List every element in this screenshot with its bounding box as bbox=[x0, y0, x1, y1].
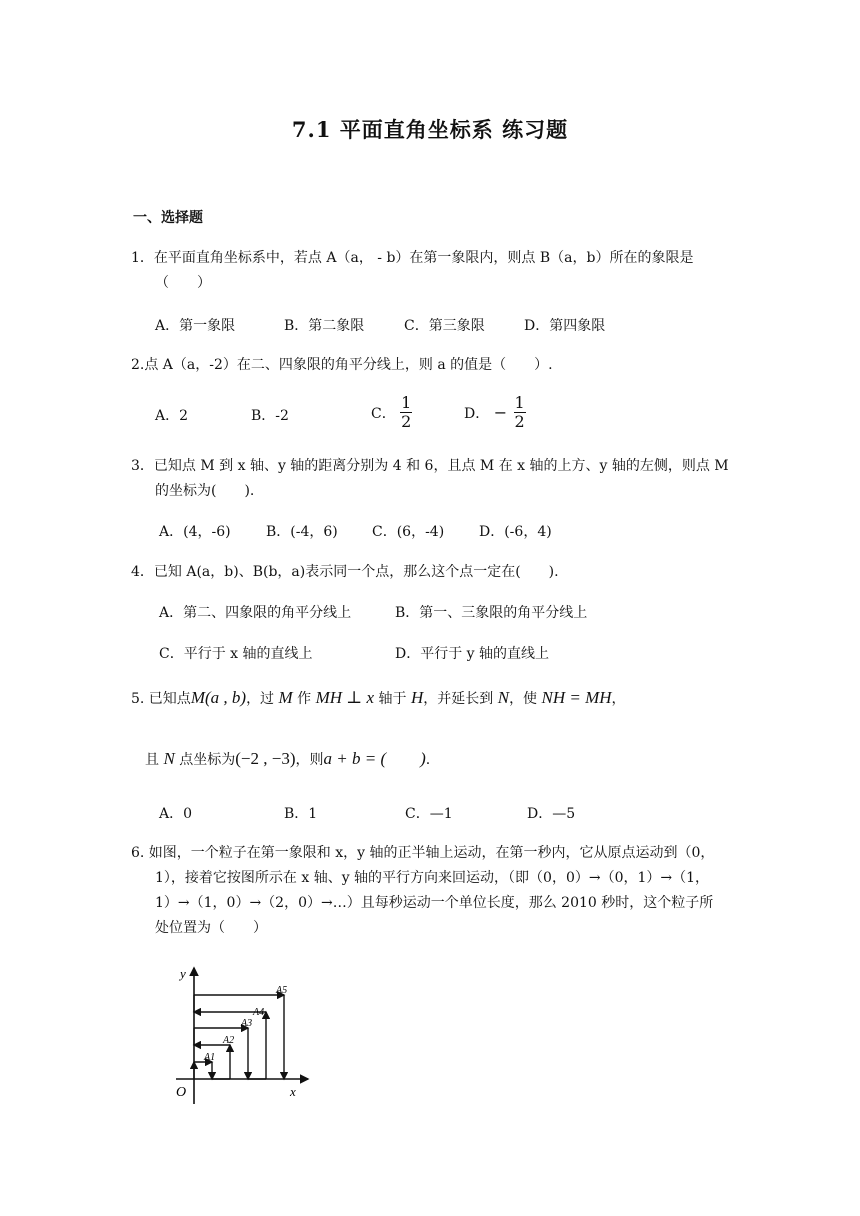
origin-label: O bbox=[176, 1085, 187, 1100]
q5-math: N bbox=[497, 688, 510, 707]
q5-text: ，过 bbox=[246, 691, 275, 707]
q1-option-b: B．第二象限 bbox=[284, 318, 365, 334]
fraction-numerator: 1 bbox=[514, 393, 525, 412]
q3-option-a: A．(4，-6) bbox=[159, 524, 231, 540]
point-a1-label: A1 bbox=[204, 1052, 216, 1063]
question-3-text-cont: 的坐标为( ). bbox=[155, 483, 255, 499]
q5-option-d: D．—5 bbox=[527, 806, 576, 822]
y-axis-label: y bbox=[180, 966, 186, 981]
q3-option-b: B．(-4，6) bbox=[266, 524, 338, 540]
q2-option-d bbox=[464, 394, 526, 431]
q1-option-a: A．第一象限 bbox=[155, 318, 236, 334]
particle-path bbox=[194, 995, 284, 1079]
q5-text: ，并延长到 bbox=[423, 691, 494, 707]
x-axis-label: x bbox=[290, 1084, 296, 1099]
q5-text: 5. 已知点 bbox=[131, 691, 191, 707]
particle-path-figure bbox=[168, 962, 318, 1112]
question-5-line-2 bbox=[145, 749, 430, 770]
q1-option-d: D．第四象限 bbox=[524, 318, 606, 334]
q5-option-b: B．1 bbox=[284, 806, 318, 822]
q5-math: MH ⊥ x bbox=[315, 688, 375, 707]
point-a2-label: A2 bbox=[223, 1035, 235, 1046]
q2-option-c bbox=[371, 394, 412, 431]
q5-math: (−2 , −3) bbox=[235, 749, 296, 768]
q5-math: a + b = ( ) bbox=[323, 749, 426, 768]
q2-option-b: B．-2 bbox=[251, 408, 289, 424]
q2-option-c-label: C． bbox=[371, 405, 396, 422]
question-6-line-1: 6. 如图，一个粒子在第一象限和 x，y 轴的正半轴上运动，在第一秒内，它从原点运动到（0， bbox=[131, 845, 715, 861]
question-1-text: 1．在平面直角坐标系中，若点 A（a， - b）在第一象限内，则点 B（a，b）所在的象限是 bbox=[131, 250, 694, 266]
fraction-numerator: 1 bbox=[401, 393, 412, 412]
minus-sign: − bbox=[493, 403, 508, 422]
fraction-denominator: 2 bbox=[514, 412, 525, 431]
q5-text: 且 bbox=[145, 752, 159, 768]
page-title: 7.1 平面直角坐标系 练习题 bbox=[291, 117, 569, 142]
q3-option-c: C．(6，-4) bbox=[372, 524, 445, 540]
q4-option-c: C．平行于 x 轴的直线上 bbox=[159, 646, 313, 662]
question-6-line-4: 处位置为（ ） bbox=[155, 920, 267, 936]
q3-option-d: D．(-6，4) bbox=[479, 524, 552, 540]
q5-text: 轴于 bbox=[378, 691, 407, 707]
q5-text: 点坐标为 bbox=[179, 752, 236, 768]
point-a5-label: A5 bbox=[276, 985, 288, 996]
question-3-text: 3．已知点 M 到 x 轴、y 轴的距离分别为 4 和 6，且点 M 在 x 轴的上方、y 轴的左侧，则点 M bbox=[131, 458, 729, 474]
fraction-denominator: 2 bbox=[401, 412, 412, 431]
q1-option-c: C．第三象限 bbox=[404, 318, 485, 334]
point-a3-label: A3 bbox=[241, 1018, 253, 1029]
q5-text: . bbox=[425, 752, 431, 768]
question-2-text: 2.点 A（a，-2）在二、四象限的角平分线上，则 a 的值是（ ）. bbox=[131, 357, 553, 373]
question-6-line-2: 1），接着它按图所示在 x 轴、y 轴的平行方向来回运动，（即（0，0）→（0，1）→（1， bbox=[155, 870, 710, 886]
q5-math: M bbox=[190, 688, 205, 707]
fraction bbox=[400, 394, 412, 431]
q5-text: ， bbox=[611, 691, 626, 707]
q5-math: H bbox=[410, 688, 424, 707]
point-a4-label: A4 bbox=[253, 1007, 265, 1018]
q5-math: N bbox=[163, 749, 175, 768]
q5-text: 作 bbox=[297, 691, 312, 707]
q5-text: ，则 bbox=[295, 752, 324, 768]
question-1-blank: （ ） bbox=[155, 275, 211, 291]
section-heading: 一、选择题 bbox=[133, 210, 203, 226]
question-6-line-3: 1）→（1，0）→（2，0）→…）且每秒运动一个单位长度，那么 2010 秒时，这个粒子所 bbox=[155, 895, 714, 911]
q5-option-c: C．—1 bbox=[405, 806, 453, 822]
q5-math: M bbox=[278, 688, 293, 707]
q5-math: (a , b) bbox=[204, 688, 247, 707]
question-5-line-1 bbox=[131, 688, 626, 709]
q5-math: NH = MH bbox=[541, 688, 612, 707]
q2-option-d-label: D． bbox=[464, 405, 490, 422]
q4-option-d: D．平行于 y 轴的直线上 bbox=[395, 646, 550, 662]
q5-text: ，使 bbox=[509, 691, 538, 707]
q4-option-a: A．第二、四象限的角平分线上 bbox=[159, 605, 352, 621]
q5-option-a: A．0 bbox=[159, 806, 193, 822]
question-4-text: 4．已知 A(a，b)、B(b，a)表示同一个点，那么这个点一定在( ). bbox=[131, 564, 559, 580]
fraction bbox=[514, 394, 526, 431]
q4-option-b: B．第一、三象限的角平分线上 bbox=[395, 605, 588, 621]
q2-option-a: A．2 bbox=[155, 408, 189, 424]
